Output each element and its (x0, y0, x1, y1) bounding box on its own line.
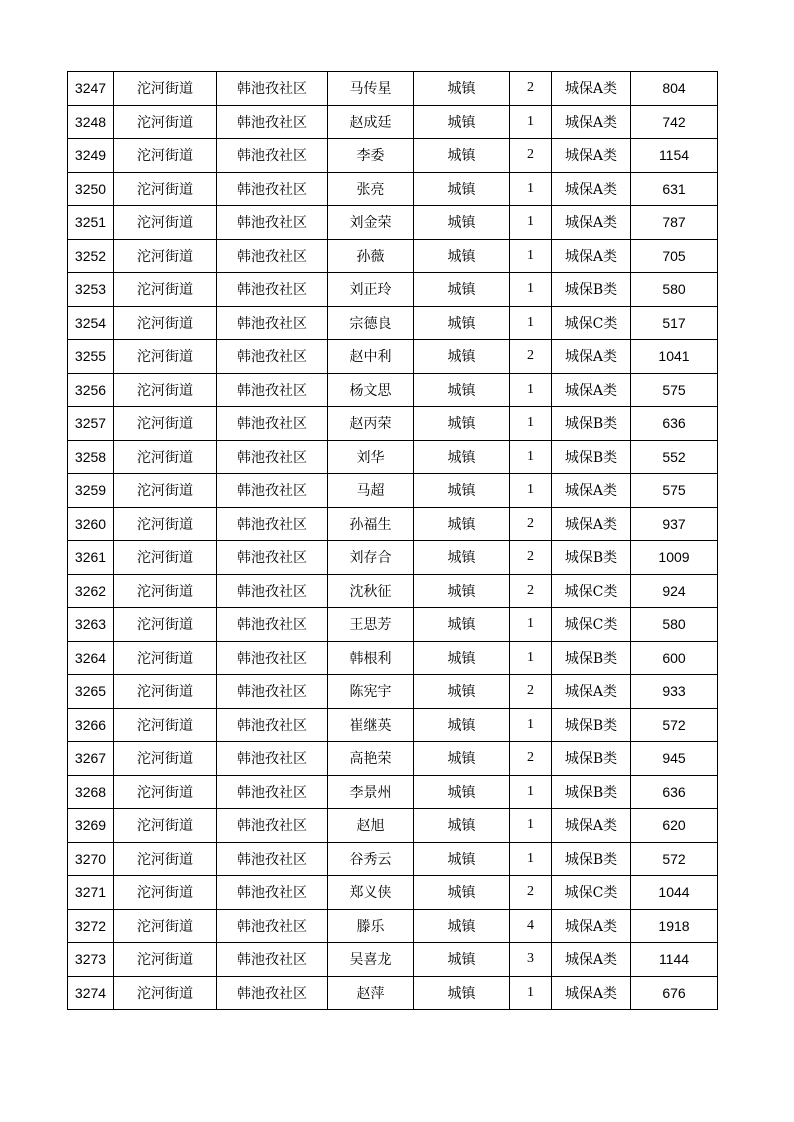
cell-street: 沱河街道 (114, 105, 217, 139)
cell-row-id: 3252 (68, 239, 114, 273)
cell-resident-name: 郑义侠 (328, 876, 414, 910)
cell-resident-name: 宗德良 (328, 306, 414, 340)
cell-community: 韩池孜社区 (217, 842, 328, 876)
cell-resident-name: 吴喜龙 (328, 943, 414, 977)
cell-area-type: 城镇 (414, 139, 510, 173)
cell-insurance-category: 城保B类 (552, 708, 631, 742)
cell-row-id: 3256 (68, 373, 114, 407)
table-row (68, 608, 718, 642)
cell-community: 韩池孜社区 (217, 239, 328, 273)
table-row (68, 675, 718, 709)
cell-area-type: 城镇 (414, 909, 510, 943)
cell-area-type: 城镇 (414, 574, 510, 608)
cell-area-type: 城镇 (414, 105, 510, 139)
cell-community: 韩池孜社区 (217, 105, 328, 139)
cell-amount: 517 (631, 306, 718, 340)
cell-household-count: 3 (510, 943, 552, 977)
cell-street: 沱河街道 (114, 574, 217, 608)
table-row (68, 876, 718, 910)
cell-household-count: 2 (510, 72, 552, 106)
cell-area-type: 城镇 (414, 239, 510, 273)
cell-row-id: 3249 (68, 139, 114, 173)
cell-area-type: 城镇 (414, 541, 510, 575)
cell-amount: 552 (631, 440, 718, 474)
cell-area-type: 城镇 (414, 842, 510, 876)
cell-insurance-category: 城保A类 (552, 239, 631, 273)
cell-area-type: 城镇 (414, 474, 510, 508)
cell-street: 沱河街道 (114, 507, 217, 541)
cell-household-count: 2 (510, 507, 552, 541)
cell-area-type: 城镇 (414, 340, 510, 374)
cell-community: 韩池孜社区 (217, 742, 328, 776)
cell-resident-name: 刘金荣 (328, 206, 414, 240)
cell-insurance-category: 城保A类 (552, 976, 631, 1010)
cell-amount: 1009 (631, 541, 718, 575)
cell-insurance-category: 城保B类 (552, 742, 631, 776)
cell-street: 沱河街道 (114, 641, 217, 675)
cell-community: 韩池孜社区 (217, 172, 328, 206)
cell-household-count: 1 (510, 306, 552, 340)
cell-street: 沱河街道 (114, 541, 217, 575)
cell-area-type: 城镇 (414, 708, 510, 742)
cell-insurance-category: 城保B类 (552, 641, 631, 675)
cell-amount: 1044 (631, 876, 718, 910)
cell-street: 沱河街道 (114, 943, 217, 977)
cell-insurance-category: 城保A类 (552, 474, 631, 508)
cell-row-id: 3250 (68, 172, 114, 206)
cell-insurance-category: 城保C类 (552, 306, 631, 340)
cell-community: 韩池孜社区 (217, 708, 328, 742)
cell-community: 韩池孜社区 (217, 541, 328, 575)
cell-insurance-category: 城保C类 (552, 608, 631, 642)
cell-street: 沱河街道 (114, 775, 217, 809)
cell-community: 韩池孜社区 (217, 775, 328, 809)
cell-household-count: 1 (510, 708, 552, 742)
cell-row-id: 3257 (68, 407, 114, 441)
cell-insurance-category: 城保B类 (552, 440, 631, 474)
cell-row-id: 3267 (68, 742, 114, 776)
cell-row-id: 3268 (68, 775, 114, 809)
cell-amount: 575 (631, 373, 718, 407)
cell-community: 韩池孜社区 (217, 876, 328, 910)
cell-community: 韩池孜社区 (217, 340, 328, 374)
cell-insurance-category: 城保B类 (552, 407, 631, 441)
cell-amount: 1918 (631, 909, 718, 943)
cell-community: 韩池孜社区 (217, 641, 328, 675)
cell-row-id: 3265 (68, 675, 114, 709)
cell-street: 沱河街道 (114, 809, 217, 843)
cell-insurance-category: 城保B类 (552, 775, 631, 809)
cell-resident-name: 沈秋征 (328, 574, 414, 608)
cell-amount: 705 (631, 239, 718, 273)
table-row (68, 708, 718, 742)
cell-amount: 636 (631, 407, 718, 441)
cell-household-count: 2 (510, 541, 552, 575)
cell-resident-name: 孙福生 (328, 507, 414, 541)
cell-street: 沱河街道 (114, 608, 217, 642)
cell-community: 韩池孜社区 (217, 507, 328, 541)
table-row (68, 541, 718, 575)
table-row (68, 507, 718, 541)
cell-household-count: 1 (510, 373, 552, 407)
cell-street: 沱河街道 (114, 407, 217, 441)
cell-amount: 575 (631, 474, 718, 508)
cell-household-count: 2 (510, 675, 552, 709)
cell-area-type: 城镇 (414, 407, 510, 441)
cell-amount: 631 (631, 172, 718, 206)
cell-insurance-category: 城保A类 (552, 206, 631, 240)
cell-row-id: 3261 (68, 541, 114, 575)
cell-amount: 620 (631, 809, 718, 843)
table-row (68, 340, 718, 374)
cell-community: 韩池孜社区 (217, 574, 328, 608)
cell-insurance-category: 城保A类 (552, 340, 631, 374)
cell-amount: 742 (631, 105, 718, 139)
cell-resident-name: 赵旭 (328, 809, 414, 843)
cell-street: 沱河街道 (114, 708, 217, 742)
cell-household-count: 1 (510, 775, 552, 809)
cell-area-type: 城镇 (414, 641, 510, 675)
cell-row-id: 3266 (68, 708, 114, 742)
cell-amount: 933 (631, 675, 718, 709)
cell-insurance-category: 城保B类 (552, 541, 631, 575)
cell-row-id: 3262 (68, 574, 114, 608)
cell-resident-name: 谷秀云 (328, 842, 414, 876)
cell-community: 韩池孜社区 (217, 474, 328, 508)
cell-row-id: 3260 (68, 507, 114, 541)
cell-community: 韩池孜社区 (217, 72, 328, 106)
cell-amount: 572 (631, 842, 718, 876)
cell-row-id: 3263 (68, 608, 114, 642)
cell-street: 沱河街道 (114, 172, 217, 206)
cell-row-id: 3271 (68, 876, 114, 910)
roster-body (68, 72, 718, 1010)
cell-insurance-category: 城保A类 (552, 809, 631, 843)
cell-insurance-category: 城保A类 (552, 675, 631, 709)
cell-community: 韩池孜社区 (217, 306, 328, 340)
cell-amount: 1144 (631, 943, 718, 977)
cell-household-count: 1 (510, 206, 552, 240)
cell-street: 沱河街道 (114, 909, 217, 943)
cell-resident-name: 赵中利 (328, 340, 414, 374)
cell-row-id: 3258 (68, 440, 114, 474)
cell-insurance-category: 城保A类 (552, 909, 631, 943)
cell-household-count: 1 (510, 239, 552, 273)
cell-amount: 937 (631, 507, 718, 541)
table-row (68, 775, 718, 809)
cell-street: 沱河街道 (114, 306, 217, 340)
cell-area-type: 城镇 (414, 206, 510, 240)
cell-area-type: 城镇 (414, 440, 510, 474)
cell-insurance-category: 城保A类 (552, 139, 631, 173)
cell-amount: 636 (631, 775, 718, 809)
cell-row-id: 3248 (68, 105, 114, 139)
cell-amount: 580 (631, 273, 718, 307)
table-row (68, 842, 718, 876)
cell-household-count: 1 (510, 608, 552, 642)
cell-community: 韩池孜社区 (217, 440, 328, 474)
cell-insurance-category: 城保A类 (552, 943, 631, 977)
cell-area-type: 城镇 (414, 172, 510, 206)
cell-street: 沱河街道 (114, 474, 217, 508)
cell-household-count: 2 (510, 574, 552, 608)
cell-resident-name: 杨文思 (328, 373, 414, 407)
table-row (68, 943, 718, 977)
cell-resident-name: 李委 (328, 139, 414, 173)
cell-amount: 572 (631, 708, 718, 742)
cell-row-id: 3253 (68, 273, 114, 307)
cell-amount: 945 (631, 742, 718, 776)
cell-row-id: 3247 (68, 72, 114, 106)
cell-resident-name: 王思芳 (328, 608, 414, 642)
cell-community: 韩池孜社区 (217, 608, 328, 642)
cell-row-id: 3264 (68, 641, 114, 675)
table-row (68, 139, 718, 173)
cell-resident-name: 高艳荣 (328, 742, 414, 776)
cell-row-id: 3259 (68, 474, 114, 508)
cell-amount: 924 (631, 574, 718, 608)
cell-street: 沱河街道 (114, 876, 217, 910)
cell-insurance-category: 城保C类 (552, 876, 631, 910)
cell-community: 韩池孜社区 (217, 943, 328, 977)
cell-community: 韩池孜社区 (217, 809, 328, 843)
cell-resident-name: 刘华 (328, 440, 414, 474)
cell-household-count: 2 (510, 340, 552, 374)
cell-row-id: 3273 (68, 943, 114, 977)
cell-household-count: 1 (510, 407, 552, 441)
cell-resident-name: 赵成廷 (328, 105, 414, 139)
cell-community: 韩池孜社区 (217, 139, 328, 173)
cell-amount: 676 (631, 976, 718, 1010)
cell-household-count: 1 (510, 105, 552, 139)
roster-table (67, 71, 718, 1010)
cell-household-count: 2 (510, 139, 552, 173)
cell-community: 韩池孜社区 (217, 407, 328, 441)
cell-insurance-category: 城保A类 (552, 72, 631, 106)
cell-amount: 1154 (631, 139, 718, 173)
cell-community: 韩池孜社区 (217, 675, 328, 709)
cell-row-id: 3255 (68, 340, 114, 374)
cell-street: 沱河街道 (114, 675, 217, 709)
cell-resident-name: 崔继英 (328, 708, 414, 742)
cell-area-type: 城镇 (414, 373, 510, 407)
cell-household-count: 2 (510, 876, 552, 910)
cell-area-type: 城镇 (414, 273, 510, 307)
cell-insurance-category: 城保A类 (552, 172, 631, 206)
cell-household-count: 1 (510, 842, 552, 876)
cell-street: 沱河街道 (114, 340, 217, 374)
table-row (68, 440, 718, 474)
table-row (68, 172, 718, 206)
cell-household-count: 1 (510, 273, 552, 307)
cell-resident-name: 马超 (328, 474, 414, 508)
table-row (68, 105, 718, 139)
cell-household-count: 1 (510, 474, 552, 508)
cell-amount: 580 (631, 608, 718, 642)
table-row (68, 206, 718, 240)
cell-street: 沱河街道 (114, 72, 217, 106)
cell-resident-name: 孙薇 (328, 239, 414, 273)
cell-street: 沱河街道 (114, 239, 217, 273)
cell-row-id: 3274 (68, 976, 114, 1010)
cell-insurance-category: 城保B类 (552, 273, 631, 307)
table-row (68, 641, 718, 675)
cell-insurance-category: 城保C类 (552, 574, 631, 608)
cell-community: 韩池孜社区 (217, 273, 328, 307)
table-row (68, 306, 718, 340)
cell-area-type: 城镇 (414, 507, 510, 541)
cell-household-count: 1 (510, 976, 552, 1010)
cell-household-count: 2 (510, 742, 552, 776)
cell-area-type: 城镇 (414, 976, 510, 1010)
cell-street: 沱河街道 (114, 273, 217, 307)
cell-resident-name: 滕乐 (328, 909, 414, 943)
cell-area-type: 城镇 (414, 775, 510, 809)
cell-area-type: 城镇 (414, 876, 510, 910)
cell-row-id: 3272 (68, 909, 114, 943)
cell-street: 沱河街道 (114, 976, 217, 1010)
cell-street: 沱河街道 (114, 206, 217, 240)
cell-resident-name: 张亮 (328, 172, 414, 206)
table-row (68, 239, 718, 273)
cell-resident-name: 马传星 (328, 72, 414, 106)
cell-amount: 804 (631, 72, 718, 106)
cell-community: 韩池孜社区 (217, 373, 328, 407)
cell-row-id: 3251 (68, 206, 114, 240)
cell-resident-name: 赵萍 (328, 976, 414, 1010)
cell-row-id: 3254 (68, 306, 114, 340)
cell-amount: 600 (631, 641, 718, 675)
cell-resident-name: 赵丙荣 (328, 407, 414, 441)
table-row (68, 976, 718, 1010)
cell-household-count: 1 (510, 440, 552, 474)
cell-resident-name: 刘正玲 (328, 273, 414, 307)
cell-household-count: 1 (510, 809, 552, 843)
cell-insurance-category: 城保A类 (552, 105, 631, 139)
cell-area-type: 城镇 (414, 306, 510, 340)
cell-insurance-category: 城保A类 (552, 507, 631, 541)
cell-household-count: 1 (510, 172, 552, 206)
table-row (68, 273, 718, 307)
cell-amount: 1041 (631, 340, 718, 374)
cell-row-id: 3269 (68, 809, 114, 843)
cell-street: 沱河街道 (114, 742, 217, 776)
cell-household-count: 1 (510, 641, 552, 675)
table-row (68, 72, 718, 106)
cell-insurance-category: 城保B类 (552, 842, 631, 876)
cell-community: 韩池孜社区 (217, 976, 328, 1010)
cell-area-type: 城镇 (414, 943, 510, 977)
table-row (68, 373, 718, 407)
cell-street: 沱河街道 (114, 373, 217, 407)
table-row (68, 407, 718, 441)
table-row (68, 742, 718, 776)
cell-insurance-category: 城保A类 (552, 373, 631, 407)
cell-community: 韩池孜社区 (217, 909, 328, 943)
cell-row-id: 3270 (68, 842, 114, 876)
cell-amount: 787 (631, 206, 718, 240)
table-row (68, 474, 718, 508)
table-row (68, 809, 718, 843)
cell-resident-name: 陈宪宇 (328, 675, 414, 709)
cell-resident-name: 李景州 (328, 775, 414, 809)
cell-area-type: 城镇 (414, 72, 510, 106)
cell-street: 沱河街道 (114, 139, 217, 173)
cell-area-type: 城镇 (414, 608, 510, 642)
cell-household-count: 4 (510, 909, 552, 943)
table-row (68, 574, 718, 608)
cell-street: 沱河街道 (114, 842, 217, 876)
table-row (68, 909, 718, 943)
cell-area-type: 城镇 (414, 742, 510, 776)
cell-resident-name: 刘存合 (328, 541, 414, 575)
cell-street: 沱河街道 (114, 440, 217, 474)
cell-community: 韩池孜社区 (217, 206, 328, 240)
cell-area-type: 城镇 (414, 675, 510, 709)
cell-area-type: 城镇 (414, 809, 510, 843)
cell-resident-name: 韩根利 (328, 641, 414, 675)
